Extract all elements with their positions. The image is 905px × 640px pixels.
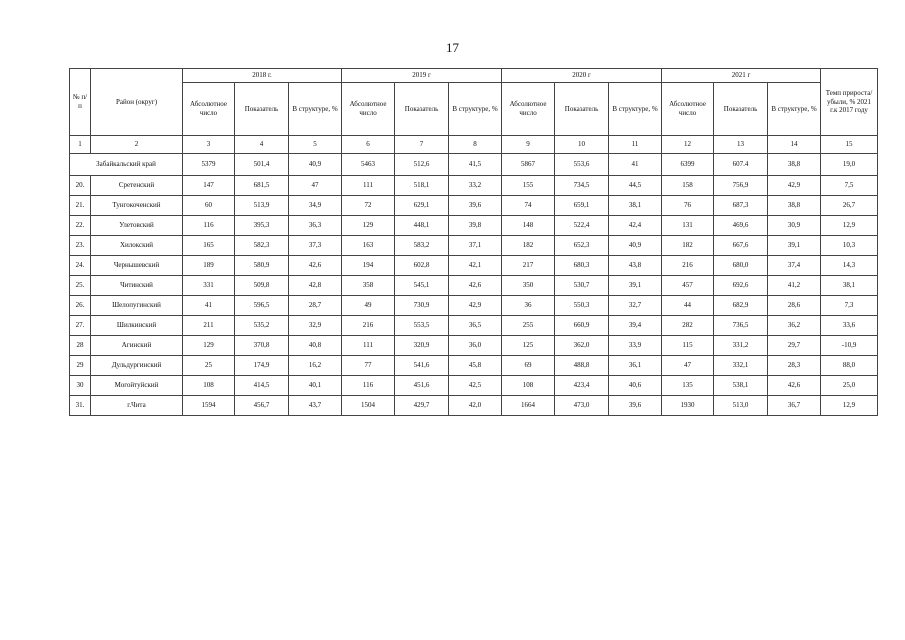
- table-cell: 41,5: [449, 154, 502, 176]
- table-cell: 16,2: [289, 356, 342, 376]
- row-number: 20.: [70, 176, 91, 196]
- table-cell: 77: [342, 356, 395, 376]
- column-number: 7: [395, 136, 449, 154]
- row-number: 24.: [70, 256, 91, 276]
- table-cell: 5867: [502, 154, 555, 176]
- table-cell: 332,1: [714, 356, 768, 376]
- table-row: [70, 336, 878, 356]
- table-cell: 687,3: [714, 196, 768, 216]
- table-cell: 37,4: [768, 256, 821, 276]
- table-row: [70, 396, 878, 416]
- table-cell: 429,7: [395, 396, 449, 416]
- table-cell: 580,9: [235, 256, 289, 276]
- table-cell: 116: [183, 216, 235, 236]
- table-cell: 1930: [662, 396, 714, 416]
- table-cell: 76: [662, 196, 714, 216]
- table-row: [70, 316, 878, 336]
- table-cell: 45,8: [449, 356, 502, 376]
- table-cell: 39,6: [449, 196, 502, 216]
- header-year-2021: 2021 г: [662, 69, 821, 83]
- table-cell: 7,5: [821, 176, 878, 196]
- table-row: [70, 196, 878, 216]
- table-cell: 216: [342, 316, 395, 336]
- column-number: 5: [289, 136, 342, 154]
- table-cell: 350: [502, 276, 555, 296]
- column-number: 13: [714, 136, 768, 154]
- table-cell: 42,5: [449, 376, 502, 396]
- table-cell: 512,6: [395, 154, 449, 176]
- table-cell: 667,6: [714, 236, 768, 256]
- table-cell: 473,0: [555, 396, 609, 416]
- table-row: [70, 176, 878, 196]
- table-cell: 28,6: [768, 296, 821, 316]
- table-cell: 43,8: [609, 256, 662, 276]
- table-cell: 5379: [183, 154, 235, 176]
- table-cell: 72: [342, 196, 395, 216]
- table-cell: 116: [342, 376, 395, 396]
- row-number: 29: [70, 356, 91, 376]
- table-cell: 607.4: [714, 154, 768, 176]
- table-cell: 47: [662, 356, 714, 376]
- table-cell: 331,2: [714, 336, 768, 356]
- table-cell: 165: [183, 236, 235, 256]
- table-cell: 38,8: [768, 154, 821, 176]
- subheader-struct: В структуре, %: [449, 83, 502, 136]
- table-cell: 129: [183, 336, 235, 356]
- table-cell: 42,6: [768, 376, 821, 396]
- table-cell: 553,5: [395, 316, 449, 336]
- table-cell: 39,1: [768, 236, 821, 256]
- table-cell: 41: [183, 296, 235, 316]
- column-number: 3: [183, 136, 235, 154]
- table-cell: 451,6: [395, 376, 449, 396]
- table-cell: 680,3: [555, 256, 609, 276]
- table-cell: 189: [183, 256, 235, 276]
- table-cell: 69: [502, 356, 555, 376]
- table-cell: 25: [183, 356, 235, 376]
- column-number: 12: [662, 136, 714, 154]
- table-cell: 545,1: [395, 276, 449, 296]
- table-cell: 43,7: [289, 396, 342, 416]
- row-number: 31.: [70, 396, 91, 416]
- table-cell: 42,6: [289, 256, 342, 276]
- table-cell: 194: [342, 256, 395, 276]
- subheader-ind: Показатель: [395, 83, 449, 136]
- row-number: 23.: [70, 236, 91, 256]
- table-cell: 30,9: [768, 216, 821, 236]
- row-number: 30: [70, 376, 91, 396]
- table-cell: 550,3: [555, 296, 609, 316]
- subheader-abs: Абсолютное число: [342, 83, 395, 136]
- table-cell: 36,1: [609, 356, 662, 376]
- table-cell: 36,2: [768, 316, 821, 336]
- table-cell: 38,1: [821, 276, 878, 296]
- table-cell: 518,1: [395, 176, 449, 196]
- table-cell: 36,5: [449, 316, 502, 336]
- table-cell: 36,0: [449, 336, 502, 356]
- table-cell: 660,9: [555, 316, 609, 336]
- table-cell: 36,3: [289, 216, 342, 236]
- table-cell: 320,9: [395, 336, 449, 356]
- table-cell: 362,0: [555, 336, 609, 356]
- table-row: [70, 356, 878, 376]
- column-numbers-row: [70, 136, 878, 154]
- table-cell: 331: [183, 276, 235, 296]
- subheader-struct: В структуре, %: [289, 83, 342, 136]
- table-cell: 182: [502, 236, 555, 256]
- table-cell: 469,6: [714, 216, 768, 236]
- table-cell: 40,6: [609, 376, 662, 396]
- table-cell: 108: [502, 376, 555, 396]
- table-cell: 602,8: [395, 256, 449, 276]
- table-cell: 681,5: [235, 176, 289, 196]
- table-cell: 37,3: [289, 236, 342, 256]
- table-cell: 29,7: [768, 336, 821, 356]
- district-name: Улетовский: [91, 216, 183, 236]
- district-name: Тунгокоченский: [91, 196, 183, 216]
- table-cell: 33,2: [449, 176, 502, 196]
- table-cell: 535,2: [235, 316, 289, 336]
- table-cell: 108: [183, 376, 235, 396]
- table-cell: 44: [662, 296, 714, 316]
- table-cell: 33,9: [609, 336, 662, 356]
- table-cell: 39,4: [609, 316, 662, 336]
- table-cell: 629,1: [395, 196, 449, 216]
- column-number: 14: [768, 136, 821, 154]
- table-cell: 163: [342, 236, 395, 256]
- table-cell: 182: [662, 236, 714, 256]
- table-cell: 12,9: [821, 216, 878, 236]
- table-cell: 6399: [662, 154, 714, 176]
- table-cell: 40,1: [289, 376, 342, 396]
- table-cell: 131: [662, 216, 714, 236]
- subheader-abs: Абсолютное число: [183, 83, 235, 136]
- table-cell: 38,8: [768, 196, 821, 216]
- table-cell: 423,4: [555, 376, 609, 396]
- column-number: 4: [235, 136, 289, 154]
- table-cell: 513,9: [235, 196, 289, 216]
- table-cell: 14,3: [821, 256, 878, 276]
- region-name: Забайкальский край: [70, 154, 183, 176]
- table-cell: 38,1: [609, 196, 662, 216]
- table-cell: 682,9: [714, 296, 768, 316]
- table-cell: 652,3: [555, 236, 609, 256]
- table-row: [70, 216, 878, 236]
- column-number: 9: [502, 136, 555, 154]
- table-cell: 148: [502, 216, 555, 236]
- table-cell: 39,6: [609, 396, 662, 416]
- table-cell: 44,5: [609, 176, 662, 196]
- district-name: Шелопугинский: [91, 296, 183, 316]
- table-cell: 42,9: [768, 176, 821, 196]
- table-cell: 42,4: [609, 216, 662, 236]
- page-number: 17: [446, 40, 459, 55]
- subheader-abs: Абсолютное число: [502, 83, 555, 136]
- table-cell: 40,8: [289, 336, 342, 356]
- table-cell: 40,9: [289, 154, 342, 176]
- subheader-struct: В структуре, %: [609, 83, 662, 136]
- district-name: Дульдургинский: [91, 356, 183, 376]
- header-year-2018: 2018 г.: [183, 69, 342, 83]
- table-cell: 730,9: [395, 296, 449, 316]
- table-row: [70, 276, 878, 296]
- table-cell: 129: [342, 216, 395, 236]
- table-cell: 32,9: [289, 316, 342, 336]
- table-cell: 10,3: [821, 236, 878, 256]
- table-cell: 1504: [342, 396, 395, 416]
- table-cell: 7,3: [821, 296, 878, 316]
- table-row: [70, 236, 878, 256]
- row-number: 26.: [70, 296, 91, 316]
- table-row: [70, 256, 878, 276]
- table-cell: -10,9: [821, 336, 878, 356]
- table-cell: 174,9: [235, 356, 289, 376]
- table-cell: 25,0: [821, 376, 878, 396]
- row-number: 21.: [70, 196, 91, 216]
- table-cell: 33,6: [821, 316, 878, 336]
- table-cell: 538,1: [714, 376, 768, 396]
- table-cell: 158: [662, 176, 714, 196]
- table-cell: 39,1: [609, 276, 662, 296]
- header-growth-rate: Темп прироста/ убыли, % 2021 г.к 2017 году: [821, 69, 878, 136]
- table-row-total: [70, 154, 878, 176]
- table-cell: 12,9: [821, 396, 878, 416]
- row-number: 22.: [70, 216, 91, 236]
- header-district: Район (округ): [91, 69, 183, 136]
- table-cell: 211: [183, 316, 235, 336]
- table-cell: 414,5: [235, 376, 289, 396]
- column-number: 11: [609, 136, 662, 154]
- column-number: 1: [70, 136, 91, 154]
- table-cell: 509,8: [235, 276, 289, 296]
- table-cell: 216: [662, 256, 714, 276]
- table-cell: 42,9: [449, 296, 502, 316]
- row-number: 28: [70, 336, 91, 356]
- header-num: № п/п: [70, 69, 91, 136]
- table-cell: 488,8: [555, 356, 609, 376]
- table-cell: 42,0: [449, 396, 502, 416]
- column-number: 15: [821, 136, 878, 154]
- table-cell: 42,8: [289, 276, 342, 296]
- table-cell: 395,3: [235, 216, 289, 236]
- table-cell: 42,1: [449, 256, 502, 276]
- statistics-table: [69, 68, 878, 416]
- district-name: Хилокский: [91, 236, 183, 256]
- column-number: 10: [555, 136, 609, 154]
- table-cell: 34,9: [289, 196, 342, 216]
- header-year-2020: 2020 г: [502, 69, 662, 83]
- table-row: [70, 376, 878, 396]
- table-cell: 111: [342, 176, 395, 196]
- column-number: 8: [449, 136, 502, 154]
- table-cell: 41: [609, 154, 662, 176]
- table-cell: 217: [502, 256, 555, 276]
- table-cell: 1664: [502, 396, 555, 416]
- table-cell: 734,5: [555, 176, 609, 196]
- subheader-ind: Показатель: [235, 83, 289, 136]
- table-cell: 1594: [183, 396, 235, 416]
- row-number: 25.: [70, 276, 91, 296]
- table-cell: 456,7: [235, 396, 289, 416]
- row-number: 27.: [70, 316, 91, 336]
- table-cell: 125: [502, 336, 555, 356]
- table-cell: 32,7: [609, 296, 662, 316]
- table-cell: 60: [183, 196, 235, 216]
- table-cell: 513,0: [714, 396, 768, 416]
- table-cell: 448,1: [395, 216, 449, 236]
- table-cell: 282: [662, 316, 714, 336]
- table-cell: 147: [183, 176, 235, 196]
- table-cell: 680,0: [714, 256, 768, 276]
- table-cell: 49: [342, 296, 395, 316]
- table-cell: 501,4: [235, 154, 289, 176]
- table-cell: 541,6: [395, 356, 449, 376]
- district-name: Сретенский: [91, 176, 183, 196]
- table-cell: 28,3: [768, 356, 821, 376]
- table-cell: 19,0: [821, 154, 878, 176]
- subheader-ind: Показатель: [714, 83, 768, 136]
- table-cell: 522,4: [555, 216, 609, 236]
- table-cell: 39,8: [449, 216, 502, 236]
- table-cell: 457: [662, 276, 714, 296]
- table-cell: 47: [289, 176, 342, 196]
- table-cell: 135: [662, 376, 714, 396]
- table-cell: 530,7: [555, 276, 609, 296]
- table-cell: 155: [502, 176, 555, 196]
- table-cell: 583,2: [395, 236, 449, 256]
- table-cell: 28,7: [289, 296, 342, 316]
- table-cell: 115: [662, 336, 714, 356]
- table-cell: 736,5: [714, 316, 768, 336]
- header-year-2019: 2019 г: [342, 69, 502, 83]
- table-cell: 26,7: [821, 196, 878, 216]
- district-name: Могойтуйский: [91, 376, 183, 396]
- district-name: Читинский: [91, 276, 183, 296]
- district-name: г.Чита: [91, 396, 183, 416]
- table-cell: 596,5: [235, 296, 289, 316]
- table-cell: 36,7: [768, 396, 821, 416]
- table-cell: 692,6: [714, 276, 768, 296]
- table-cell: 659,1: [555, 196, 609, 216]
- subheader-ind: Показатель: [555, 83, 609, 136]
- table-cell: 370,8: [235, 336, 289, 356]
- table-cell: 582,3: [235, 236, 289, 256]
- district-name: Агинский: [91, 336, 183, 356]
- subheader-abs: Абсолютное число: [662, 83, 714, 136]
- table-cell: 74: [502, 196, 555, 216]
- table-cell: 756,9: [714, 176, 768, 196]
- table-cell: 111: [342, 336, 395, 356]
- district-name: Чернышевский: [91, 256, 183, 276]
- table-cell: 358: [342, 276, 395, 296]
- table-cell: 37,1: [449, 236, 502, 256]
- subheader-struct: В структуре, %: [768, 83, 821, 136]
- table-cell: 40,9: [609, 236, 662, 256]
- table-cell: 553,6: [555, 154, 609, 176]
- table-row: [70, 296, 878, 316]
- table-cell: 42,6: [449, 276, 502, 296]
- table-cell: 36: [502, 296, 555, 316]
- table-cell: 41,2: [768, 276, 821, 296]
- table-cell: 88,0: [821, 356, 878, 376]
- district-name: Шилкинский: [91, 316, 183, 336]
- column-number: 2: [91, 136, 183, 154]
- column-number: 6: [342, 136, 395, 154]
- table-cell: 255: [502, 316, 555, 336]
- table-cell: 5463: [342, 154, 395, 176]
